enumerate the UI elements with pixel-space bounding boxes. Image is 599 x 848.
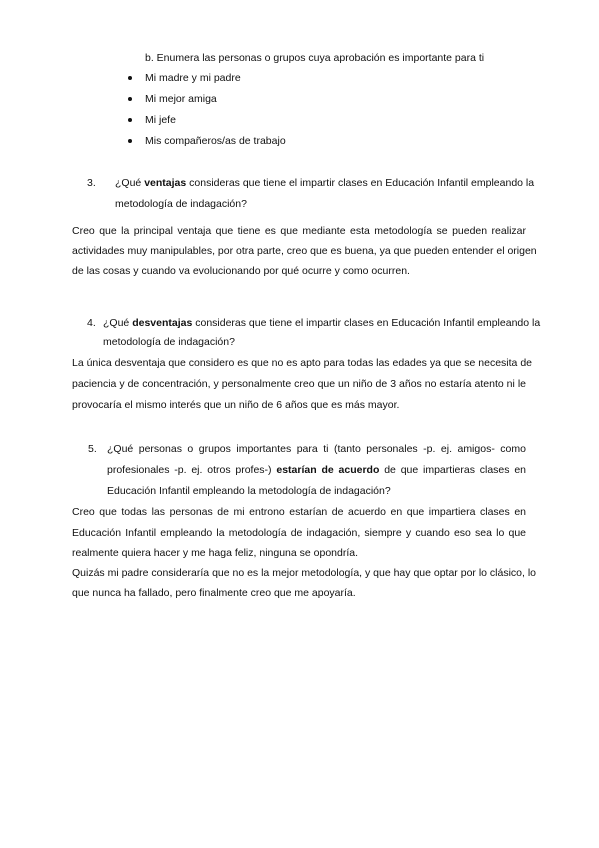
- answer-4-line-2: paciencia y de concentración, y personalmente creo que un niño de 3 años no estaría atento ni le: [72, 378, 526, 390]
- bullet-icon: [128, 139, 132, 143]
- question-5-line-3: Educación Infantil empleando la metodología de indagación?: [107, 485, 391, 497]
- list-item: Mi mejor amiga: [145, 93, 217, 105]
- question-3-line-2: metodología de indagación?: [115, 198, 247, 210]
- bullet-icon: [128, 76, 132, 80]
- list-item: Mi madre y mi padre: [145, 72, 241, 84]
- question-5-keyword-1: estarían: [276, 464, 317, 476]
- answer-4-line-3: provocaría el mismo interés que un niño de 6 años que es más mayor.: [72, 399, 400, 411]
- answer-5-line-2: Educación Infantil empleando la metodología de indagación, siempre y cuando eso sea lo que: [72, 527, 526, 539]
- question-4-number: 4.: [87, 317, 96, 329]
- question-5-line-1: ¿Qué personas o grupos importantes para ti (tanto personales -p. ej. amigos- como: [107, 443, 526, 455]
- question-5-keyword-2: de acuerdo: [321, 464, 380, 476]
- section-b-heading: b. Enumera las personas o grupos cuya aprobación es importante para ti: [145, 52, 485, 64]
- answer-5-line-1: Creo que todas las personas de mi entrono estarían de acuerdo en que impartiera clases en: [72, 506, 526, 518]
- question-4-keyword: desventajas: [132, 317, 193, 329]
- answer-3-line-1: Creo que la principal ventaja que tiene es que mediante esta metodología se pueden realizar: [72, 225, 526, 237]
- answer-4-line-1: La única desventaja que considero es que no es apto para todas las edades ya que se necesita de: [72, 357, 532, 369]
- answer-5-line-3: realmente quiera hacer y me haga feliz, ninguna se opondría.: [72, 547, 359, 559]
- question-5-line-2: profesionales -p. ej. otros profes-) estarían de acuerdo de que impartieras clases en: [107, 464, 527, 476]
- answer-5-line-5: que nunca ha fallado, pero finalmente creo que me apoyaría.: [72, 587, 356, 599]
- list-item: Mi jefe: [145, 114, 176, 126]
- question-3-line-1: ¿Qué ventajas consideras que tiene el impartir clases en Educación Infantil empleando la: [115, 177, 535, 189]
- list-item: Mis compañeros/as de trabajo: [145, 135, 286, 147]
- bullet-icon: [128, 118, 132, 122]
- question-5-number: 5.: [88, 443, 97, 455]
- answer-3-line-2: actividades muy manipulables, por otra parte, creo que es buena, ya que pueden entender el origen: [72, 245, 537, 257]
- question-3-keyword: ventajas: [144, 177, 187, 189]
- answer-5-line-4: Quizás mi padre consideraría que no es la mejor metodología, y que hay que optar por lo clásico, lo: [72, 567, 537, 579]
- question-3-number: 3.: [87, 177, 96, 189]
- answer-3-line-3: de las cosas y cuando va evolucionando por qué ocurre y como ocurren.: [72, 265, 410, 277]
- bullet-icon: [128, 97, 132, 101]
- question-4-line-2: metodología de indagación?: [103, 336, 235, 348]
- question-4-line-1: ¿Qué desventajas consideras que tiene el impartir clases en Educación Infantil empleando la: [103, 317, 541, 329]
